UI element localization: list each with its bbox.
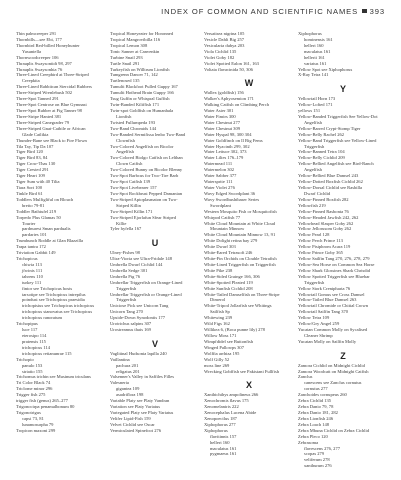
index-entry: Umbrellar Triggerfish or Orange-Lined	[110, 291, 182, 297]
index-entry: Watermead 111	[204, 161, 233, 167]
index-entry: Cleaner Shrimp	[304, 333, 333, 339]
index-entry: Trichomus trichin see Musinum triculans	[16, 374, 91, 380]
index-entry: Zebra Lionfish 246	[298, 415, 334, 421]
index-entry: Xenomelaniris 222	[204, 404, 239, 410]
index-entry: Yucatan Common Molly on Sycalised	[298, 327, 368, 333]
index-entry: Two-Spot Rockbrust Pepped Damanian	[110, 190, 183, 196]
index-entry: Three-Spot Tanned 291	[16, 96, 59, 102]
index-entry: Yellow-Belly Rachel 262	[298, 131, 345, 137]
index-entry: Trigger fish 275	[16, 392, 46, 398]
index-entry: Viola Cichlid 135	[204, 48, 237, 54]
index-entry: Zebrasoma	[298, 439, 319, 445]
index-entry: Triggerfish	[116, 297, 137, 303]
index-entry: Three-Lined Rabbitcan Siercidal Rubbers	[16, 84, 92, 90]
index-entry: Vesicularia dubya 203	[204, 42, 245, 48]
index-entry: Dimerol	[210, 297, 226, 303]
index-entry: Tropical Honeyeater for Horonned	[110, 31, 174, 36]
index-entry: White-Eared Tetrasoft 246	[204, 250, 253, 256]
index-entry: Walker's Aphyosemion 171	[204, 96, 254, 102]
index-entry: Valesneria	[110, 380, 129, 386]
index-entry: Triggerfish	[304, 279, 325, 285]
index-entry: Triclome minor 296	[16, 386, 53, 392]
index-entry: Tonic Sanner at Canvenkin	[110, 48, 160, 54]
index-entry: striatio 155	[22, 368, 43, 374]
index-entry: Wild Figs 162	[204, 321, 230, 327]
index-entry: Trichopicus	[16, 256, 38, 262]
index-entry: Yellow Spot see Xiphophorus	[298, 66, 353, 72]
index-entry: Unicorn Tang 270	[110, 309, 143, 315]
index-entry: Yellowtail Gomus see Cross Damsel	[298, 291, 365, 297]
index-entry: Western Mosquito Fish or Mosquitofish	[204, 208, 277, 214]
index-entry: Tumulti Blackfoot Pulled Guppy 167	[110, 84, 178, 90]
index-entry: Ultra-Vioria see Ultra-Fridale 148	[110, 256, 172, 262]
index-entry: helleri 160	[210, 439, 230, 445]
index-entry: Toddlers Mulfigliful on Blouch	[16, 196, 74, 202]
index-entry: maculatus 161	[210, 445, 237, 451]
index-entry: Xenochromis flavus 175	[204, 398, 249, 404]
index-entry: Water Lilies 176–179	[204, 155, 244, 161]
index-entry: Zebra Mbuna Cichlid on Zebra Cichlid	[298, 427, 370, 433]
index-entry: Tyler hyfella 167	[110, 226, 142, 232]
section-letter: U	[151, 238, 159, 249]
index-entry: Tiger Crow-Thas 130	[16, 161, 56, 167]
index-entry: Velifer Lipid-Fish 159	[110, 415, 151, 421]
index-entry: Wolf Gilly 52	[204, 356, 230, 362]
index-entry: Violet Goby 182	[204, 54, 235, 60]
index-entry: trigger fish (genus) 265–277	[16, 398, 68, 404]
index-column-1	[16, 31, 106, 434]
index-entry: Two-Striped Aptoplasmaton on Two-	[110, 196, 178, 202]
index-entry: asadriflora 198	[116, 392, 144, 398]
index-entry: Angelfish	[304, 167, 322, 173]
index-entry: Torpedo Plus Glamas 50	[16, 214, 61, 220]
index-entry: Yellowtail Sailfin Tang 370	[298, 309, 349, 315]
index-entry: Tiara Sort 100	[16, 184, 43, 190]
index-entry: Yellow/Gry Angel 259	[298, 321, 340, 327]
index-entry: Tropical Mangrovibilla 116	[110, 36, 161, 42]
index-entry: Xiphophorus	[204, 427, 228, 433]
index-entry: Urostreamus thais 169	[110, 327, 151, 333]
index-entry: Two-Striped Ejorlafun Sfear Striped	[110, 214, 176, 220]
index-entry: panulo 153	[22, 362, 43, 368]
index-entry: White-Lined Triggerfish on Triggerfish	[204, 261, 276, 267]
index-entry: Water Sabber 377	[204, 173, 237, 179]
index-entry: Two-Colored Angelfish on Bicolor	[110, 143, 174, 149]
index-entry: Angelfish	[304, 119, 322, 125]
index-entry: Yellow-Headed Jawfish 242, 262	[298, 214, 359, 220]
index-entry: Tumulti Hothead Brain Guppy 166	[110, 90, 174, 96]
page-header	[161, 7, 385, 16]
index-entry: Yellow Stork Crenipharia 76	[298, 285, 351, 291]
index-entry: Tinkle Bird 61	[16, 190, 43, 196]
index-entry: maculatus 161	[304, 48, 331, 54]
index-entry: xanthurum 276	[304, 463, 332, 469]
index-entry: Water Chestnut 277	[204, 119, 241, 125]
index-column-3	[204, 31, 294, 457]
index-entry: Creepkita	[22, 78, 40, 84]
index-entry: Yellow-Dorsal Cichlid see Rasbilla	[298, 184, 363, 190]
index-entry: Water Goldfinch on Il Big Fems	[204, 137, 263, 143]
index-entry: Thrauplis Swaysontidt 98, 297	[16, 60, 72, 66]
index-entry: Willikea 6, (Boca punne lily) 278	[204, 327, 265, 333]
index-entry: Winged Pallowps 307	[204, 344, 244, 350]
index-entry: Vesicle Dahli Big 257	[204, 36, 245, 42]
index-entry: Vaglitinal Hudsonia lapilla 240	[110, 350, 167, 356]
index-entry: Mountain Minnow	[210, 226, 245, 232]
index-entry: Twin-Banded Kiliffish 171	[110, 102, 160, 108]
index-entry: White Dolight retina bay 279	[204, 238, 258, 244]
index-entry: Yellow-Finned Boxfish 282	[298, 196, 349, 202]
index-entry: Trichopipus	[16, 321, 38, 327]
index-entry: trichopicus 114	[22, 344, 50, 350]
index-entry: Zebra Loach 148	[298, 421, 330, 427]
index-entry: Umbrella Pig 76	[110, 273, 141, 279]
index-entry: Thunder-Bane see Black to Fire Flown	[16, 137, 87, 143]
index-entry: Yellow-Banded Triggerfish See Yellow-Dot	[298, 113, 378, 119]
index-entry: Variegated Platy see Platy Variatus	[110, 410, 174, 415]
index-entry: Walking Catfish on Climbing Perch	[204, 102, 270, 108]
section-letter: Y	[339, 84, 346, 95]
index-entry: hellerii 161	[304, 54, 325, 60]
index-entry: eterosipo 114	[22, 333, 47, 339]
index-entry: Tiger Bird 83, 84	[16, 155, 48, 161]
index-entry: Water Fimirs 300	[204, 113, 236, 119]
index-entry: Upside-Down Synodontis 177	[110, 315, 166, 321]
index-entry: Zebra Cichlid 135	[298, 398, 332, 404]
index-entry: Tourier	[22, 220, 36, 226]
index-entry: Uniciose Pick see Unicorn Tang	[110, 303, 169, 309]
index-entry: Trichopio	[16, 356, 34, 362]
separator-square-icon	[362, 9, 367, 14]
index-entry: Voltaia flavacinida 50, 306	[204, 66, 253, 72]
index-entry: Two-Spot Livebearer 157	[110, 184, 157, 190]
index-entry: Wrecking Gobffish see Pakistani Fullfish	[204, 368, 279, 374]
index-entry: Twisted Fullumpeda 193	[110, 119, 156, 125]
index-entry: Yellow Jellorusom Goby 262	[298, 226, 352, 232]
index-entry: Willow Moss 171	[204, 333, 237, 339]
index-entry: capsi 73, 81	[22, 415, 44, 421]
index-entry: flavescens 276, 277	[304, 445, 340, 451]
index-entry: moss line 269	[204, 362, 230, 368]
index-entry: flavitinnis 157	[210, 433, 237, 439]
index-entry: canescens see Zanclus cornutus	[304, 380, 362, 386]
index-entry: Yellow-Banned Tetra 104	[298, 149, 345, 155]
index-entry: Water Chestnut 309	[204, 125, 241, 131]
index-entry: Lionfish	[116, 113, 132, 119]
index-entry: White Sunfish Cichlid 208	[204, 285, 253, 291]
index-entry: Turtle Snail 291	[110, 60, 140, 66]
index-entry: White Dwarf 303	[204, 244, 236, 250]
index-entry: Tiger Bird 120	[16, 149, 43, 155]
index-entry: Vermiculated Spinefoot 276	[110, 427, 162, 433]
index-entry: Water Aster 301	[204, 107, 234, 113]
index-entry: Tropical Lemon 308	[110, 42, 148, 48]
index-entry: Yellow-Sea Horse on Common Sea Horse	[298, 261, 375, 267]
index-entry: Zebra Danio 79, 78	[298, 404, 334, 410]
index-entry: Three-Striped Wrenlebush 502	[16, 90, 73, 96]
index-entry: Yellow-Finned Rasbonta 76	[298, 208, 349, 214]
index-entry: Xiphophorus 277	[204, 421, 236, 427]
index-entry: Thornbills—see Ebi, 177	[16, 36, 62, 42]
index-entry: Twin-spot Goldfish on Humanhala	[110, 107, 174, 113]
index-entry: yellows 151	[298, 107, 321, 113]
index-entry: Watermelon 302	[204, 167, 235, 173]
index-entry: Yellow-Belly Cichlid 209	[298, 155, 345, 161]
index-entry: bretto 79-81	[22, 202, 45, 208]
index-entry: Versatisea nigrina 105	[204, 31, 245, 36]
index-entry: Two-Colored Biolgo Catfish on Lelthan	[110, 155, 183, 161]
index-entry: Violet Spotted Ealon 161, 163	[204, 60, 259, 66]
index-entry: hominensis 161	[304, 36, 333, 42]
index-entry: Three-Lined Creepbird at Three-Striped	[16, 72, 89, 78]
index-entry: Clownfish	[116, 137, 135, 143]
index-entry: Zanchoides cornupeus 260	[298, 392, 347, 398]
index-entry: Triviation Gabbit 149	[16, 250, 56, 256]
index-entry: Water Hyspal 98, 300 304	[204, 131, 252, 137]
index-entry: Glade Catlikia	[22, 131, 49, 137]
index-entry: Water Violet 276	[204, 184, 235, 190]
index-entry: Zamora Woodcatt on Midnight Catfish	[298, 368, 369, 374]
index-entry: Tila Tay, Tip Da 107	[16, 143, 54, 149]
index-entry: White-Spotted Pleated 119	[204, 279, 253, 285]
index-entry: Whitewing 239	[204, 315, 233, 321]
index-entry: Water Lettuce 302, 373	[204, 149, 247, 155]
index-entry: trichopisius see Trichopicus trichopicus	[22, 303, 95, 309]
index-entry: Killie	[116, 220, 127, 226]
index-entry: Valsenner's Valley in Saffiles Filles	[110, 374, 175, 380]
index-entry: Tsug Guffin or Whispral Guffish	[110, 96, 170, 102]
index-entry: Toddler Bathtufel 219	[16, 208, 57, 214]
index-entry: Zebra Danio 181, 282	[298, 410, 338, 415]
index-entry: Yasuniella	[22, 48, 41, 54]
index-entry: tarsotipe see Trichopicus intrepilus	[22, 291, 86, 297]
index-entry: Yellow-Band Triggerfish see Yellow-Lined	[298, 137, 377, 143]
index-entry: Umbrella Dwarf Cichlid 144	[110, 261, 163, 267]
index-entry: Water Hyacinth 299, 302	[204, 143, 250, 149]
index-entry: Triggerfish	[304, 143, 325, 149]
index-entry: Zamora Cichlid on Midnight Cichlid	[298, 362, 365, 368]
index-entry: Two-Banded Sermifissa lenbo Two-Band	[110, 131, 186, 137]
index-entry: Angelfish	[116, 149, 134, 155]
section-letter: W	[244, 78, 254, 89]
index-entry: Wolffia arrhiza 195	[204, 350, 240, 356]
index-entry: Tumgrenn Dancer 71, 142	[110, 72, 158, 78]
index-entry: Turtlenosed 135	[110, 78, 140, 84]
index-entry: Three-Stripe Hanted 381	[16, 113, 62, 119]
index-entry: Yellow Prince Goby 365	[298, 250, 343, 256]
index-entry: Yellow Spotted Triggerfish see Bluebar	[298, 273, 370, 279]
index-entry: Thornwoodcreeper 106	[16, 54, 59, 60]
index-column-2	[110, 31, 200, 434]
index-entry: gigantea 109	[116, 386, 140, 392]
index-column-4	[298, 31, 388, 469]
index-entry: Xiphophorus	[298, 31, 322, 36]
index-entry: Swordplant	[210, 202, 231, 208]
index-entry: Yellow Sailfin Tang 270, 276, 278, 279	[298, 256, 370, 262]
index-entry: cornutus 277	[304, 386, 328, 392]
index-entry: Yellow-Barred Crypt-Stomp Tiger	[298, 125, 361, 131]
index-entry: luce 117	[22, 327, 38, 333]
index-entry: White Pike 238	[204, 267, 233, 273]
index-entry: Urotrichus salpins 307	[110, 321, 152, 327]
index-entry: Two-Colored Bunny on Bicolor Blenny	[110, 167, 183, 173]
index-entry: Two-Spot Catfish 139	[110, 179, 151, 185]
index-entry: Yellow Shark Glossines Shark Chrisdid	[298, 267, 371, 273]
index-entry: Dwarf Cichlid	[304, 190, 331, 196]
index-entry: Three-Spot Centrose on Blue Gymnast	[16, 102, 87, 108]
index-entry: veliferum 278	[304, 457, 330, 463]
index-entry: Trigonocirpa penamalbonum 80	[16, 404, 75, 410]
index-entry: Three-Spot Rubber at Fig Tanner 98	[16, 107, 82, 113]
index-entry: Trigonotrigus	[16, 410, 41, 415]
index-entry: pachura 201	[116, 362, 139, 368]
index-entry: Variable Platy see Platy Vandran	[110, 398, 170, 404]
page-number: 393	[369, 7, 385, 16]
index-entry: Yellow Perch Prince 113	[298, 238, 343, 244]
index-entry: pardnurest Sman pardualis	[22, 226, 71, 232]
index-entry: White Cloud Mountain Minnow 13, 91	[204, 232, 276, 238]
index-entry: Yellow-Lofted 171	[298, 102, 333, 108]
index-entry: Tropicon maxoni 299	[16, 427, 56, 433]
index-entry: Yellowfish 219	[298, 202, 326, 208]
index-entry: tahrens 110	[22, 273, 43, 279]
index-entry: pratensis 115	[22, 338, 46, 344]
index-entry: fintor see Trichopicus hosts	[22, 285, 73, 291]
index-entry: helleri 160	[304, 42, 324, 48]
index-entry: Xenocephalus Lucena Abide	[204, 410, 257, 415]
index-entry: Two-Striped Killin 171	[110, 208, 153, 214]
index-entry: Yellow-Bellied Blue Damsel 243	[298, 173, 359, 179]
index-entry: Triggerfish	[116, 285, 137, 291]
index-entry: scopas 279	[304, 451, 325, 457]
index-entry: Velvet Cichlid see Oscar	[110, 421, 155, 427]
index-entry: White-Tripod Jollarfish see Whitings	[204, 303, 272, 309]
index-entry: Trumbunch Roddle at Glan Blazzilla	[16, 238, 84, 244]
index-entry: jfwinis 111	[22, 267, 43, 273]
index-entry: Three-Striped Canegrader 79	[16, 119, 70, 125]
index-entry: Yellow Pisiphrom Acara 119	[298, 244, 351, 250]
index-entry: White-Fin Orchids on Clouble Tetrafish	[204, 256, 277, 262]
section-letter: Z	[340, 350, 346, 361]
index-entry: Zanclus	[298, 374, 313, 380]
section-letter: V	[151, 338, 158, 349]
index-entry: Thin palmcreeper 291	[16, 31, 57, 36]
index-entry: Yellow-Tailed Blue Damsel 263	[298, 297, 357, 303]
index-entry: X-Ray Tetra 141	[298, 72, 329, 78]
index-entry: Zebra Pleco 120	[298, 433, 328, 439]
index-entry: Wavy Edged Swordplant 36	[204, 190, 256, 196]
index-entry: Yellow Tetra 109	[298, 315, 330, 321]
index-entry: Whirpod Catfish 77	[204, 214, 241, 220]
index-entry: trichopicus stanovatus see Trichopicus	[22, 309, 93, 315]
index-entry: White-Sided Grainge 166, 306	[204, 273, 260, 279]
index-entry: Ulney-Fishes 98	[110, 250, 140, 256]
index-title: INDEX OF COMMON AND SCIENTIFIC NAMES	[161, 7, 359, 16]
index-entry: Tiger Heart 109	[16, 173, 45, 179]
index-entry: Yucatan Molly on Sailfin Molly	[298, 338, 357, 344]
index-entry: Turkeyfish on Willtrum Lionfish	[110, 66, 170, 72]
index-entry: Yellow-Bellied Angelfish see Bird-Ranch	[298, 161, 374, 167]
section-letter: X	[245, 380, 252, 391]
index-entry: Yellow-Dotted Boxfish Cichlid 262	[298, 179, 363, 185]
index-entry: White-Tailed Damselfish on Three-Stripe	[204, 291, 280, 297]
index-entry: Watersprite 111	[204, 179, 233, 185]
index-entry: Umbrellar Triggerfish on Orange-Lined	[110, 279, 183, 285]
index-entry: Variation see Platy Variatus	[110, 404, 161, 410]
index-entry: Yellowhead Slasper Goby 262	[298, 220, 354, 226]
index-entry: trichopicus retianunrae 115	[22, 350, 72, 356]
index-entry: Thornbird Red-billed Honeyhunter	[16, 42, 80, 48]
index-entry: Sailfish Sp	[210, 309, 230, 315]
index-entry: Vaillantina	[110, 356, 130, 362]
index-entry: religatus 201	[116, 368, 140, 374]
index-entry: Yellow Pearl 128	[298, 232, 330, 238]
index-entry: lunamosurpha 79	[22, 421, 54, 427]
index-entry: Xenopoecilus 187	[204, 415, 237, 421]
index-entry: chiwia 113	[22, 261, 42, 267]
index-entry: Thrauplis Swaysonhia 76	[16, 66, 63, 72]
index-entry: turkey 111	[22, 279, 42, 285]
index-entry: pygmaeus 161	[210, 451, 237, 457]
index-entry: Umbrella Sedge 301	[110, 267, 148, 273]
index-entry: Striped Killin	[116, 202, 141, 208]
index-entry: Yellowtail Horn 173	[298, 96, 336, 102]
index-entry: Trapa tantra 172	[16, 244, 46, 250]
index-entry: Tiger Sum with 40 Tilia	[16, 179, 60, 185]
index-entry: Wavy Swordbushibaser Series	[204, 196, 260, 202]
index-entry: poindust see Trichopicus praesidia	[22, 297, 85, 303]
index-entry: Three-Striped Gnat-Catbile or African	[16, 125, 86, 131]
index-entry: Two-Spot Barbcus for Two-Tire Barb	[110, 173, 179, 179]
index-entry: Wallex (goldfish) 156	[204, 90, 244, 96]
index-entry: White Cloud Mountain at White Cloud	[204, 220, 276, 226]
index-entry: Xanthichthys ampolineus 266	[204, 392, 259, 398]
index-entry: Turbine Snail 293	[110, 54, 143, 60]
index-entry: Wimpfdidel see Buttonfish	[204, 338, 254, 344]
index-entry: variatus 161	[304, 60, 327, 66]
index-entry: Tri Color Black 74	[16, 380, 51, 386]
index-entry: Tiger Crested 291	[16, 167, 49, 173]
index-entry: Yellowtail Chromide or Chitial Crown	[298, 303, 369, 309]
index-entry: trichopicus ranoratum	[22, 315, 63, 321]
index-entry: Clown Catfish	[116, 161, 143, 167]
index-entry: pardaries 101	[22, 232, 47, 238]
index-entry: Two-Band Chromids 144	[110, 125, 157, 131]
